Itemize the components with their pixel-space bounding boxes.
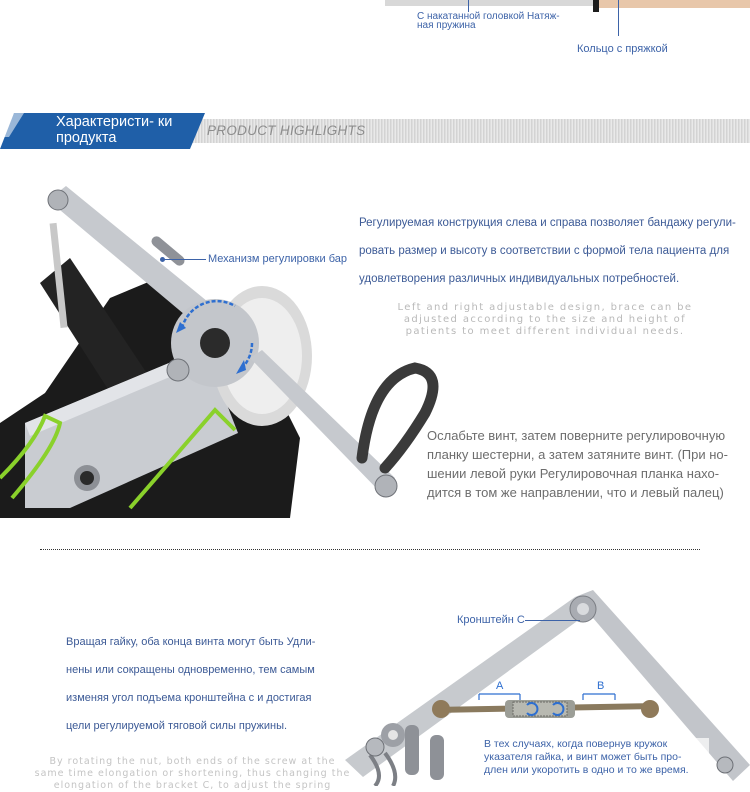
instruction-line: дится в том же направлении, что и левый палец) <box>427 485 724 500</box>
label-bracket-c: Кронштейн C <box>457 614 525 626</box>
desc-en-line: adjusted according to the size and height of <box>403 314 687 325</box>
callout-line-ring <box>618 0 619 36</box>
instruction-line: планку шестерни, а затем затяните винт. (При но- <box>427 447 728 462</box>
label-b: B <box>597 680 605 692</box>
desc-en-line: patients to meet different individual needs. <box>405 326 685 337</box>
note-line: длен или укоротить в одно и то же время. <box>484 764 689 776</box>
banner-title-en: PRODUCT HIGHLIGHTS <box>207 123 366 138</box>
callout-line-bracket <box>525 620 580 621</box>
section2-description-en <box>30 756 355 792</box>
desc-en-line: By rotating the nut, both ends of the screw at the <box>49 756 336 767</box>
label-adjust-mechanism: Механизм регулировки бар <box>208 253 347 265</box>
note-line: указателя гайка, и винт может быть про- <box>484 751 682 763</box>
instruction-line: Ослабьте винт, затем поверните регулировочную <box>427 428 726 443</box>
desc-line: изменяя угол подъема кронштейна с и достигая <box>66 692 312 704</box>
label-knurled-spring: С накатанной головкой Натяж- ная пружина <box>417 11 560 31</box>
desc-en-line: elongation of the bracket C, to adjust the spring <box>53 780 332 791</box>
note-line: В тех случаях, когда повернув кружок <box>484 738 668 750</box>
dotted-divider <box>40 549 700 550</box>
callout-line-adjust-bar <box>162 259 206 260</box>
section-banner <box>0 113 750 149</box>
instruction-line: шении левой руки Регулировочная планка нахо- <box>427 466 720 481</box>
desc-line: ровать размер и высоту в соответствии с формой тела пациента для <box>359 245 730 257</box>
callout-dot <box>160 257 165 262</box>
desc-line: Регулируемая конструкция слева и справа позволяет бандажу регули- <box>359 217 736 229</box>
desc-line: Вращая гайку, оба конца винта могут быть Удли- <box>66 636 316 648</box>
section1-description-en <box>375 302 715 338</box>
section1-instruction <box>427 426 747 502</box>
label-buckle-ring: Кольцо с пряжкой <box>577 43 668 55</box>
banner-title-ru: Характеристи- ки продукта <box>56 114 173 146</box>
desc-line: удовлетворения различных индивидуальных потребностей. <box>359 273 680 285</box>
desc-en-line: Left and right adjustable design, brace can be <box>397 302 693 313</box>
desc-line: нены или сокращены одновременно, тем самым <box>66 664 315 676</box>
label-a: A <box>496 680 504 692</box>
section2-description-ru <box>66 628 336 740</box>
section2-note <box>484 738 709 777</box>
desc-line: цели регулируемой тяговой силы пружины. <box>66 720 288 732</box>
desc-en-line: same time elongation or shortening, thus changing the <box>34 768 351 779</box>
section1-description-ru <box>359 209 739 293</box>
